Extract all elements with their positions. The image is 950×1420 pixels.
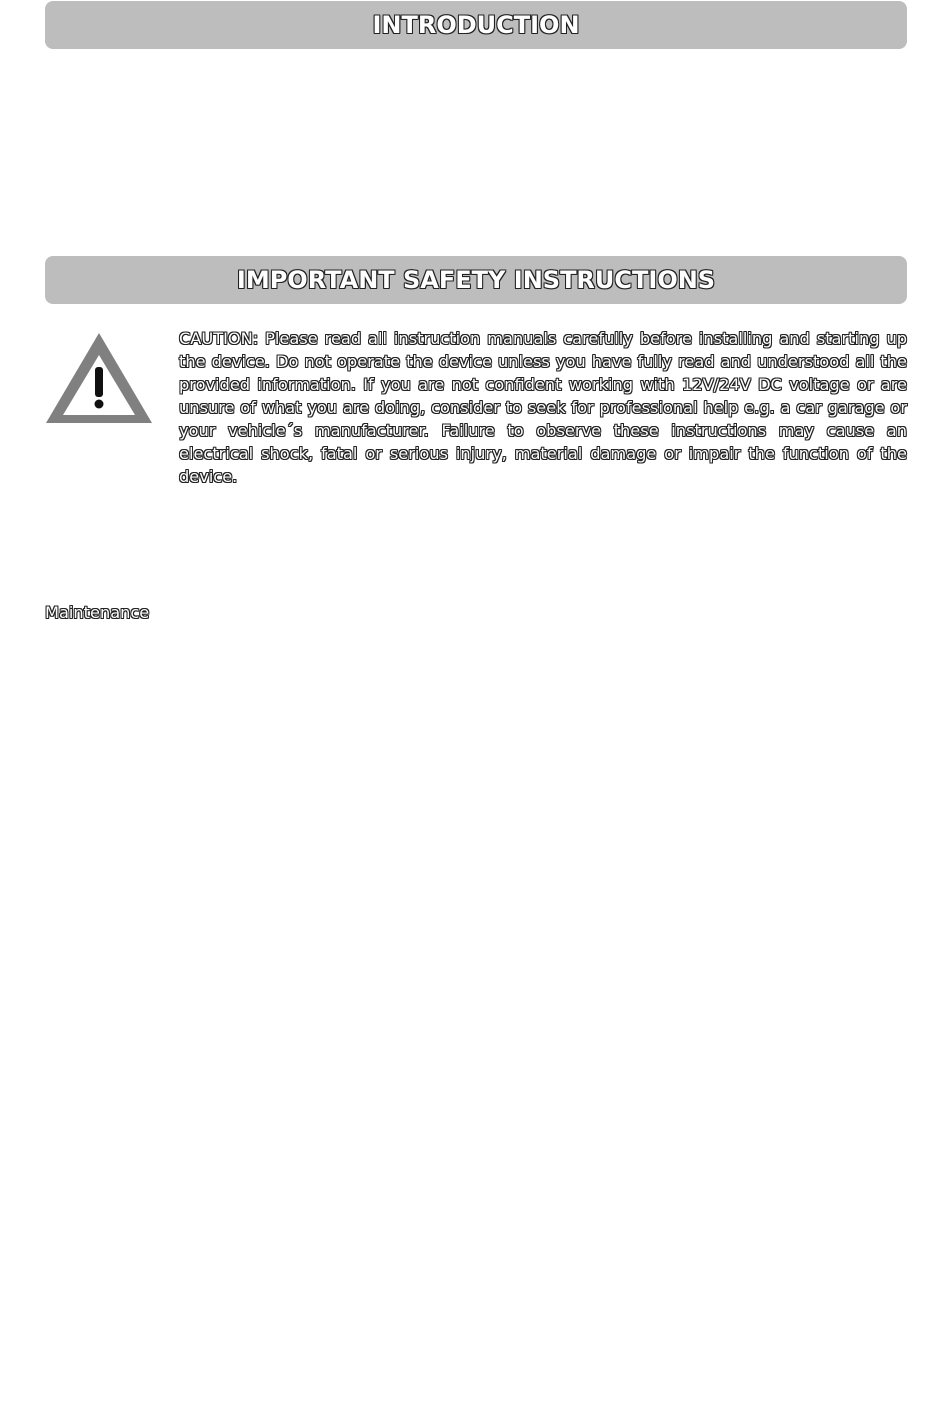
warning-triangle-icon — [44, 331, 154, 425]
introduction-title: INTRODUCTION — [372, 11, 580, 39]
maintenance-heading: Maintenance — [45, 603, 150, 622]
caution-paragraph: CAUTION: Please read all instruction manuals carefully before installing and starting up the device. Do not operate the device unless you have fully read and understood all the provided information. If you are not confident working with 12V/24V DC voltage or are unsure of what you are doing, consider to seek for professional help e.g. a car garage or your vehicle´s manufacturer. Failure to observe these instructions may cause an electrical shock, fatal or serious injury, material damage or impair the function of the device. — [179, 329, 907, 486]
introduction-header-bar — [45, 1, 907, 49]
safety-header-bar — [45, 256, 907, 304]
safety-title: IMPORTANT SAFETY INSTRUCTIONS — [236, 266, 716, 294]
